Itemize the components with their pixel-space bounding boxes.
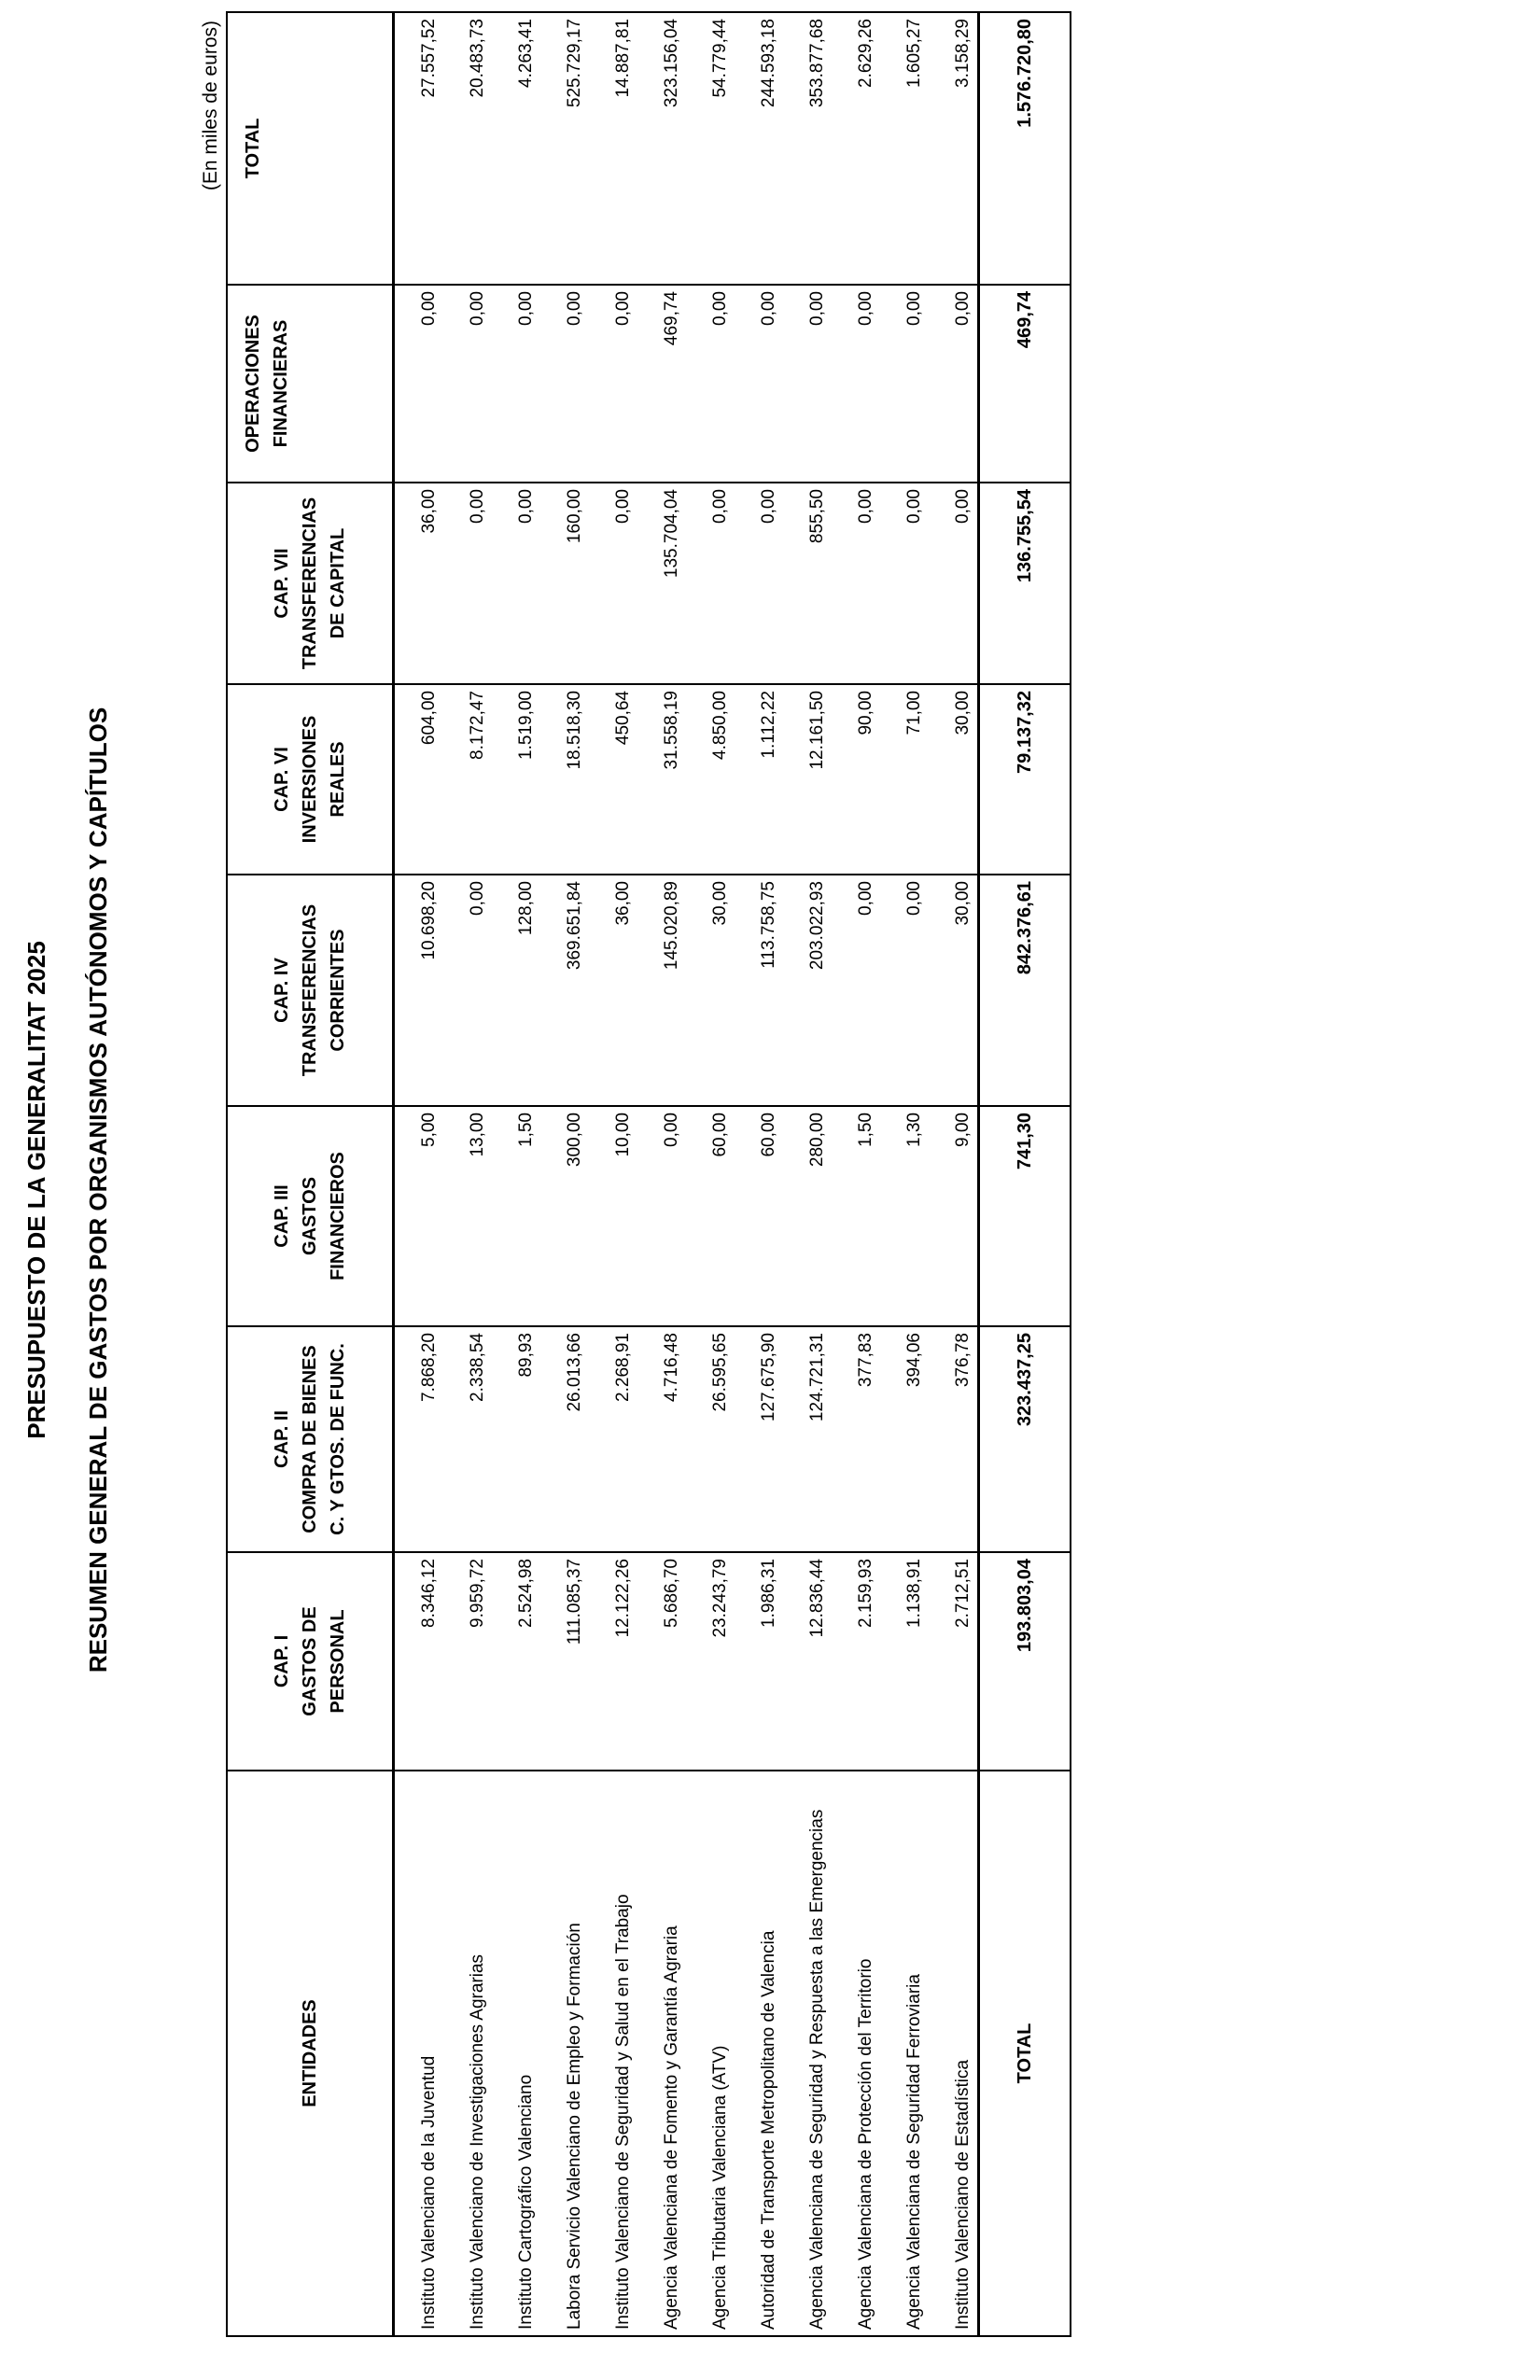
header-cap2-line: C. Y GTOS. DE FUNC. — [328, 1343, 348, 1535]
cell-entity: Autoridad de Transporte Metropolitano de Valencia — [735, 1771, 783, 2336]
cell-entity: Instituto Valenciano de Investigaciones Agrarias — [443, 1771, 492, 2336]
cell-cap2: 127.675,90 — [735, 1326, 783, 1552]
cell-opfin: 0,00 — [540, 285, 589, 483]
cell-cap7: 0,00 — [832, 483, 880, 684]
header-cap2-line: CAP. II — [272, 1410, 292, 1468]
cell-cap2: 377,83 — [832, 1326, 880, 1552]
table-row — [540, 12, 589, 2336]
cell-cap1: 2.712,51 — [929, 1552, 979, 1771]
units-note: (En miles de euros) — [200, 21, 221, 191]
cell-cap2: 26.595,65 — [686, 1326, 735, 1552]
cell-cap7: 0,00 — [735, 483, 783, 684]
header-cap7 — [227, 483, 394, 684]
cell-cap3: 10,00 — [589, 1106, 637, 1326]
cell-cap1: 1.986,31 — [735, 1552, 783, 1771]
cell-cap6: 90,00 — [832, 684, 880, 875]
cell-cap4: 0,00 — [832, 875, 880, 1106]
page-subtitle: RESUMEN GENERAL DE GASTOS POR ORGANISMOS AUTÓNOMOS Y CAPÍTULOS — [84, 707, 112, 1673]
header-cap3-line: CAP. III — [272, 1184, 292, 1248]
cell-cap3: 60,00 — [735, 1106, 783, 1326]
header-opfin — [227, 285, 394, 483]
cell-cap7: 0,00 — [492, 483, 540, 684]
page-title: PRESUPUESTO DE LA GENERALITAT 2025 — [22, 941, 50, 1439]
cell-cap2: 376,78 — [929, 1326, 979, 1552]
cell-cap1: 23.243,79 — [686, 1552, 735, 1771]
cell-total: 4.263,41 — [492, 12, 540, 285]
cell-entity: Agencia Valenciana de Seguridad y Respuesta a las Emergencias — [783, 1771, 832, 2336]
cell-cap6: 1.112,22 — [735, 684, 783, 875]
header-cap4-line: TRANSFERENCIAS — [300, 903, 320, 1077]
header-cap4-line: CAP. IV — [272, 958, 292, 1023]
cell-cap3: 1,50 — [832, 1106, 880, 1326]
cell-cap1: 9.959,72 — [443, 1552, 492, 1771]
header-cap4-line: CORRIENTES — [328, 929, 348, 1052]
cell-cap6: 604,00 — [394, 684, 444, 875]
cell-cap7: 855,50 — [783, 483, 832, 684]
header-cap7-line: DE CAPITAL — [328, 527, 348, 639]
cell-cap1: 12.122,26 — [589, 1552, 637, 1771]
totals-total: 1.576.720,80 — [979, 12, 1071, 285]
budget-table — [226, 11, 1071, 2337]
cell-cap1: 111.085,37 — [540, 1552, 589, 1771]
cell-cap2: 2.268,91 — [589, 1326, 637, 1552]
cell-cap3: 13,00 — [443, 1106, 492, 1326]
cell-cap3: 1,50 — [492, 1106, 540, 1326]
table-body — [394, 12, 979, 2336]
table-row — [783, 12, 832, 2336]
header-total: TOTAL — [227, 12, 394, 285]
cell-total: 1.605,27 — [880, 12, 929, 285]
cell-cap4: 30,00 — [929, 875, 979, 1106]
table-row — [637, 12, 686, 2336]
totals-cap6: 79.137,32 — [979, 684, 1071, 875]
cell-cap3: 5,00 — [394, 1106, 444, 1326]
cell-cap7: 0,00 — [880, 483, 929, 684]
cell-total: 323.156,04 — [637, 12, 686, 285]
cell-cap7: 0,00 — [686, 483, 735, 684]
cell-cap2: 7.868,20 — [394, 1326, 444, 1552]
cell-cap4: 0,00 — [443, 875, 492, 1106]
cell-opfin: 0,00 — [589, 285, 637, 483]
header-cap4 — [227, 875, 394, 1106]
cell-cap7: 0,00 — [443, 483, 492, 684]
cell-cap4: 145.020,89 — [637, 875, 686, 1106]
cell-cap4: 0,00 — [880, 875, 929, 1106]
totals-cap3: 741,30 — [979, 1106, 1071, 1326]
cell-cap1: 5.686,70 — [637, 1552, 686, 1771]
totals-row — [979, 12, 1071, 2336]
totals-label: TOTAL — [979, 1771, 1071, 2336]
cell-cap1: 12.836,44 — [783, 1552, 832, 1771]
cell-cap3: 9,00 — [929, 1106, 979, 1326]
cell-total: 14.887,81 — [589, 12, 637, 285]
cell-cap4: 113.758,75 — [735, 875, 783, 1106]
cell-cap7: 135.704,04 — [637, 483, 686, 684]
cell-entity: Labora Servicio Valenciano de Empleo y Formación — [540, 1771, 589, 2336]
cell-cap4: 203.022,93 — [783, 875, 832, 1106]
header-cap2-line: COMPRA DE BIENES — [300, 1345, 320, 1533]
cell-cap6: 1.519,00 — [492, 684, 540, 875]
table-row — [735, 12, 783, 2336]
cell-total: 2.629,26 — [832, 12, 880, 285]
cell-cap1: 8.346,12 — [394, 1552, 444, 1771]
header-cap1 — [227, 1552, 394, 1771]
cell-total: 244.593,18 — [735, 12, 783, 285]
header-cap3-line: GASTOS — [300, 1176, 320, 1256]
cell-total: 20.483,73 — [443, 12, 492, 285]
cell-entity: Agencia Tributaria Valenciana (ATV) — [686, 1771, 735, 2336]
cell-opfin: 469,74 — [637, 285, 686, 483]
table-row — [589, 12, 637, 2336]
cell-cap6: 12.161,50 — [783, 684, 832, 875]
cell-cap4: 36,00 — [589, 875, 637, 1106]
header-cap1-line: GASTOS DE — [300, 1606, 320, 1716]
cell-cap2: 124.721,31 — [783, 1326, 832, 1552]
cell-opfin: 0,00 — [832, 285, 880, 483]
header-cap6-line: INVERSIONES — [300, 715, 320, 844]
cell-entity: Instituto Valenciano de Estadística — [929, 1771, 979, 2336]
cell-cap4: 369.651,84 — [540, 875, 589, 1106]
cell-entity: Agencia Valenciana de Seguridad Ferroviaria — [880, 1771, 929, 2336]
cell-cap2: 26.013,66 — [540, 1326, 589, 1552]
cell-cap6: 71,00 — [880, 684, 929, 875]
header-cap6-line: REALES — [328, 741, 348, 818]
header-cap1-line: CAP. I — [272, 1634, 292, 1688]
cell-cap6: 450,64 — [589, 684, 637, 875]
header-cap1-line: PERSONAL — [328, 1609, 348, 1714]
table-row — [929, 12, 979, 2336]
table-row — [880, 12, 929, 2336]
cell-cap2: 2.338,54 — [443, 1326, 492, 1552]
cell-entity: Instituto Cartográfico Valenciano — [492, 1771, 540, 2336]
cell-total: 3.158,29 — [929, 12, 979, 285]
cell-cap3: 280,00 — [783, 1106, 832, 1326]
header-cap2 — [227, 1326, 394, 1552]
header-cap7-line: CAP. VII — [272, 548, 292, 619]
header-cap6-line: CAP. VI — [272, 747, 292, 812]
cell-total: 54.779,44 — [686, 12, 735, 285]
header-opfin-line: OPERACIONES — [243, 315, 263, 453]
cell-total: 353.877,68 — [783, 12, 832, 285]
cell-cap1: 1.138,91 — [880, 1552, 929, 1771]
cell-opfin: 0,00 — [783, 285, 832, 483]
cell-cap6: 18.518,30 — [540, 684, 589, 875]
cell-cap7: 0,00 — [589, 483, 637, 684]
table-row — [443, 12, 492, 2336]
header-cap3-line: FINANCIEROS — [328, 1152, 348, 1281]
cell-entity: Instituto Valenciano de Seguridad y Salud en el Trabajo — [589, 1771, 637, 2336]
header-row — [227, 12, 394, 2336]
table-row — [394, 12, 444, 2336]
cell-cap7: 0,00 — [929, 483, 979, 684]
cell-opfin: 0,00 — [394, 285, 444, 483]
cell-cap3: 300,00 — [540, 1106, 589, 1326]
cell-opfin: 0,00 — [686, 285, 735, 483]
cell-cap6: 31.558,19 — [637, 684, 686, 875]
cell-cap3: 60,00 — [686, 1106, 735, 1326]
cell-total: 525.729,17 — [540, 12, 589, 285]
cell-cap1: 2.524,98 — [492, 1552, 540, 1771]
cell-cap6: 30,00 — [929, 684, 979, 875]
header-entidades: ENTIDADES — [227, 1771, 394, 2336]
cell-cap6: 4.850,00 — [686, 684, 735, 875]
table-row — [686, 12, 735, 2336]
cell-cap2: 89,93 — [492, 1326, 540, 1552]
header-cap7-line: TRANSFERENCIAS — [300, 497, 320, 670]
cell-opfin: 0,00 — [880, 285, 929, 483]
totals-cap1: 193.803,04 — [979, 1552, 1071, 1771]
totals-cap4: 842.376,61 — [979, 875, 1071, 1106]
cell-cap7: 36,00 — [394, 483, 444, 684]
totals-cap2: 323.437,25 — [979, 1326, 1071, 1552]
totals-opfin: 469,74 — [979, 285, 1071, 483]
header-cap6 — [227, 684, 394, 875]
cell-total: 27.557,52 — [394, 12, 444, 285]
cell-cap4: 10.698,20 — [394, 875, 444, 1106]
totals-cap7: 136.755,54 — [979, 483, 1071, 684]
cell-opfin: 0,00 — [735, 285, 783, 483]
cell-cap2: 394,06 — [880, 1326, 929, 1552]
cell-entity: Instituto Valenciano de la Juventud — [394, 1771, 444, 2336]
cell-cap6: 8.172,47 — [443, 684, 492, 875]
header-opfin-line: FINANCIERAS — [271, 319, 291, 448]
cell-cap2: 4.716,48 — [637, 1326, 686, 1552]
table-row — [492, 12, 540, 2336]
cell-cap4: 128,00 — [492, 875, 540, 1106]
cell-cap3: 1,30 — [880, 1106, 929, 1326]
cell-opfin: 0,00 — [929, 285, 979, 483]
cell-opfin: 0,00 — [492, 285, 540, 483]
cell-cap4: 30,00 — [686, 875, 735, 1106]
table-row — [832, 12, 880, 2336]
cell-cap7: 160,00 — [540, 483, 589, 684]
cell-entity: Agencia Valenciana de Protección del Territorio — [832, 1771, 880, 2336]
cell-entity: Agencia Valenciana de Fomento y Garantía Agraria — [637, 1771, 686, 2336]
cell-cap3: 0,00 — [637, 1106, 686, 1326]
cell-opfin: 0,00 — [443, 285, 492, 483]
header-cap3 — [227, 1106, 394, 1326]
cell-cap1: 2.159,93 — [832, 1552, 880, 1771]
